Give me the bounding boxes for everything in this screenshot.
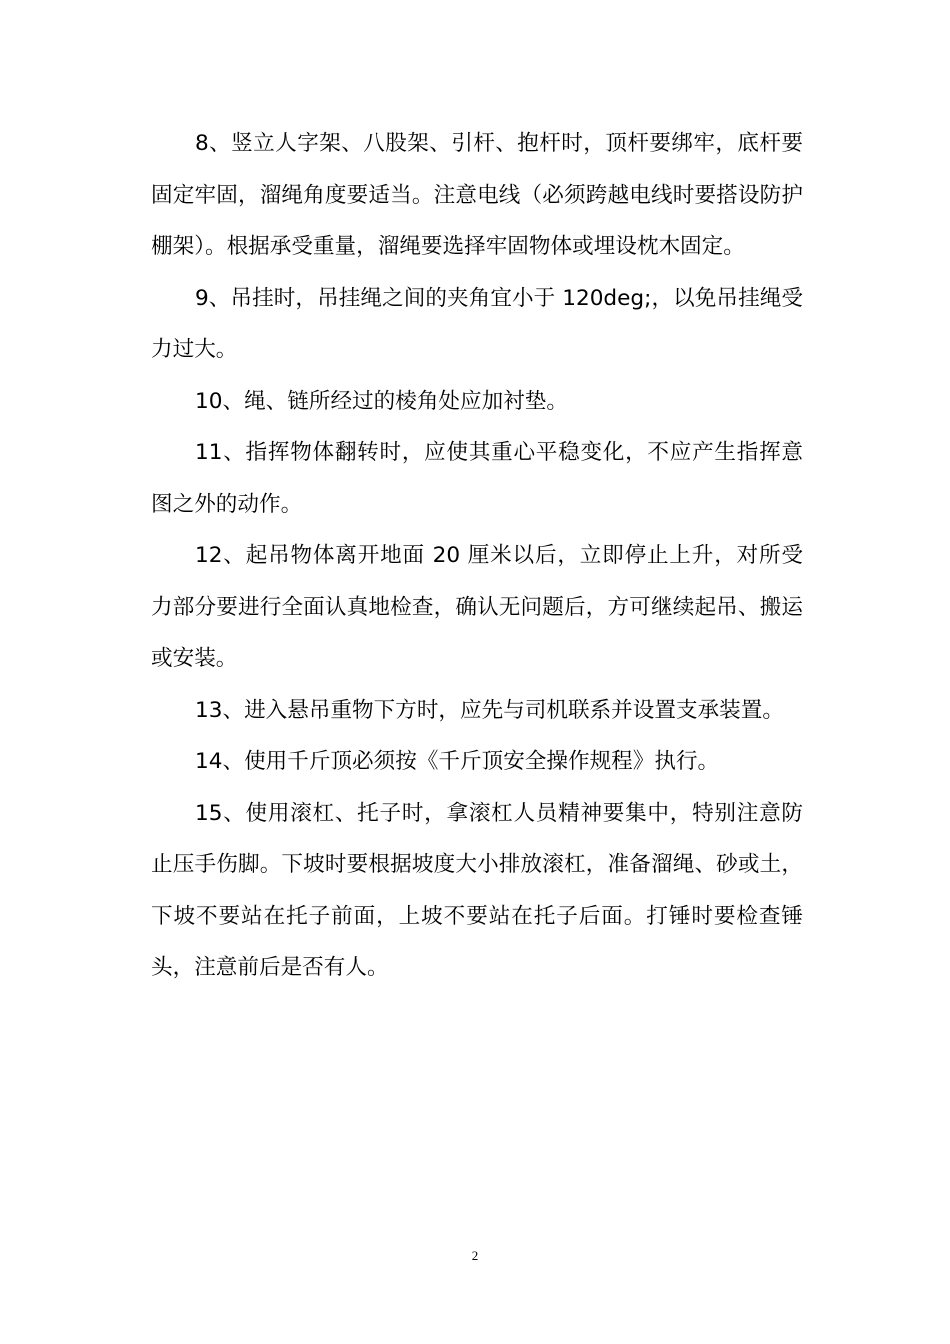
paragraph-item-15: 15、使用滚杠、托子时，拿滚杠人员精神要集中，特别注意防止压手伤脚。下坡时要根据坡度大小排放滚杠，准备溜绳、砂或土，下坡不要站在托子前面，上坡不要站在托子后面。打锤时要检查锤头，注意前后是否有人。 (151, 800, 803, 980)
document-body (151, 118, 803, 994)
paragraph-item-10: 10、绳、链所经过的棱角处应加衬垫。 (195, 388, 568, 414)
paragraph-item-14: 14、使用千斤顶必须按《千斤顶安全操作规程》执行。 (195, 749, 720, 774)
page-number: 2 (471, 1248, 479, 1263)
paragraph-item-9: 9、吊挂时，吊挂绳之间的夹角宜小于 120deg;，以免吊挂绳受力过大。 (151, 285, 803, 362)
paragraph-item-13: 13、进入悬吊重物下方时，应先与司机联系并设置支承装置。 (195, 697, 784, 723)
paragraph-item-12: 12、起吊物体离开地面 20 厘米以后，立即停止上升，对所受力部分要进行全面认真地检查，确认无问题后，方可继续起吊、搬运或安装。 (151, 543, 803, 671)
paragraph-item-8: 8、竖立人字架、八股架、引杆、抱杆时，顶杆要绑牢，底杆要固定牢固，溜绳角度要适当。注意电线（必须跨越电线时要搭设防护棚架）。根据承受重量，溜绳要选择牢固物体或埋设枕木固定。 (151, 131, 803, 259)
paragraph-item-11: 11、指挥物体翻转时，应使其重心平稳变化，不应产生指挥意图之外的动作。 (151, 440, 803, 517)
